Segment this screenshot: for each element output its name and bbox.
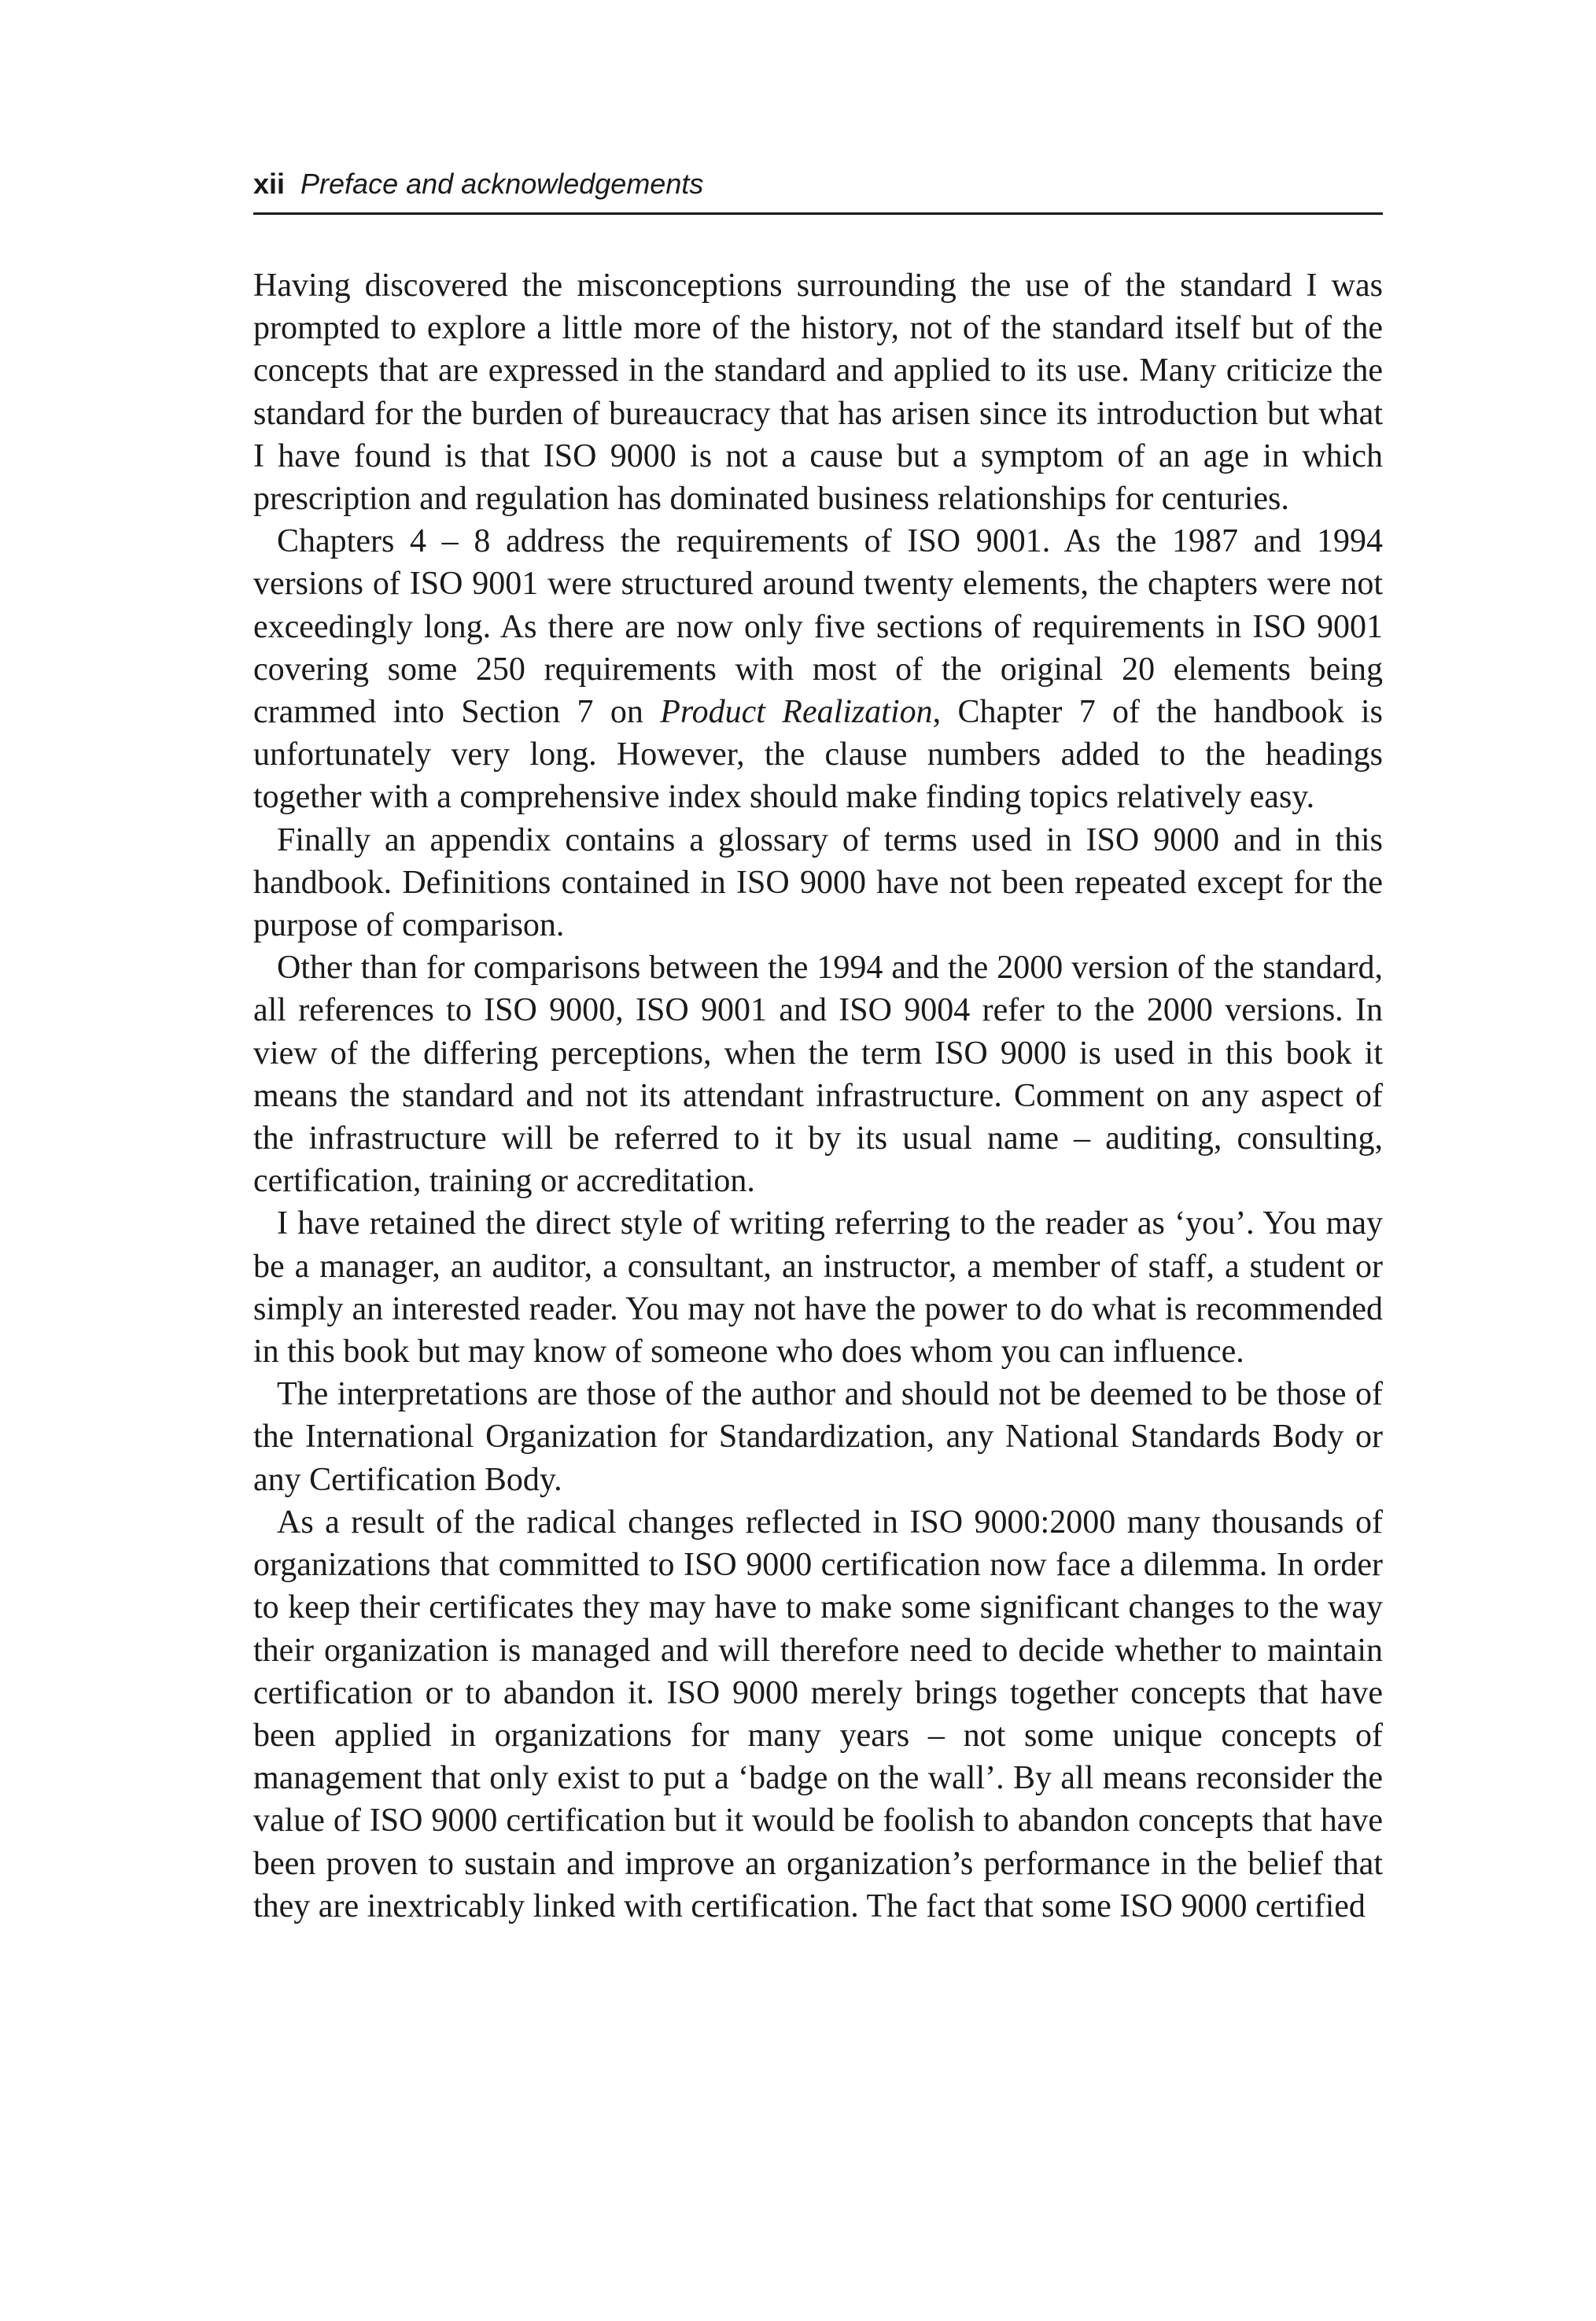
paragraph-2-text-a: Chapters 4 – 8 address the requirements of ISO 9001. As the 1987 and 1994 versions of ISO 9001 were structured around twenty elements, the chapters were not exceedingly long. As there are now only five sections of requirements in ISO 9001 covering some 250 requirements with most of the original 20 elements being crammed into Section 7 on [253,523,1383,731]
header-rule [253,212,1383,215]
paragraph-7: As a result of the radical changes reflected in ISO 9000:2000 many thousands of organizations that committed to ISO 9000 certification now face a dilemma. In order to keep their certificates they may have to make some significant changes to the way their organization is managed and will therefore need to decide whether to maintain certification or to abandon it. ISO 9000 merely brings together concepts that have been applied in organizations for many years – not some unique concepts of management that only exist to put a ‘badge on the wall’. By all means reconsider the value of ISO 9000 certification but it would be foolish to abandon concepts that have been proven to sustain and improve an organization’s performance in the belief that they are inextricably linked with certification. The fact that some ISO 9000 certified [253,1504,1383,1924]
running-head [253,167,1383,201]
paragraph-2 [253,520,1383,818]
body-text [253,264,1383,1928]
paragraph-2-italic-title: Product Realization [660,694,933,731]
page-number: xii [253,168,286,200]
paragraph-3: Finally an appendix contains a glossary of terms used in ISO 9000 and in this handbook. Definitions contained in ISO 9000 have not been repeated except for the purpose of comparison. [253,821,1383,944]
paragraph-1: Having discovered the misconceptions surrounding the use of the standard I was prompted to explore a little more of the history, not of the standard itself but of the concepts that are expressed in the standard and applied to its use. Many criticize the standard for the burden of bureaucracy that has arisen since its introduction but what I have found is that ISO 9000 is not a cause but a symptom of an age in which prescription and regulation has dominated business relationships for centuries. [253,268,1383,518]
paragraph-4: Other than for comparisons between the 1994 and the 2000 version of the standard, all references to ISO 9000, ISO 9001 and ISO 9004 refer to the 2000 versions. In view of the differing perceptions, when the term ISO 9000 is used in this book it means the standard and not its attendant infrastructure. Comment on any aspect of the infrastructure will be referred to it by its usual name – auditing, consulting, certification, training or accreditation. [253,950,1383,1200]
paragraph-6: The interpretations are those of the author and should not be deemed to be those of the International Organization for Standardization, any National Standards Body or any Certification Body. [253,1376,1383,1498]
paragraph-2-text-b: , Chapter 7 of the handbook is unfortunately very long. However, the clause numbers added to the headings together with a comprehensive index should make finding topics relatively easy. [253,694,1383,816]
paragraph-5: I have retained the direct style of writing referring to the reader as ‘you’. You may be a manager, an auditor, a consultant, an instructor, a member of staff, a student or simply an interested reader. You may not have the power to do what is recommended in this book but may know of someone who does whom you can influence. [253,1205,1383,1371]
section-title: Preface and acknowledgements [300,168,704,200]
